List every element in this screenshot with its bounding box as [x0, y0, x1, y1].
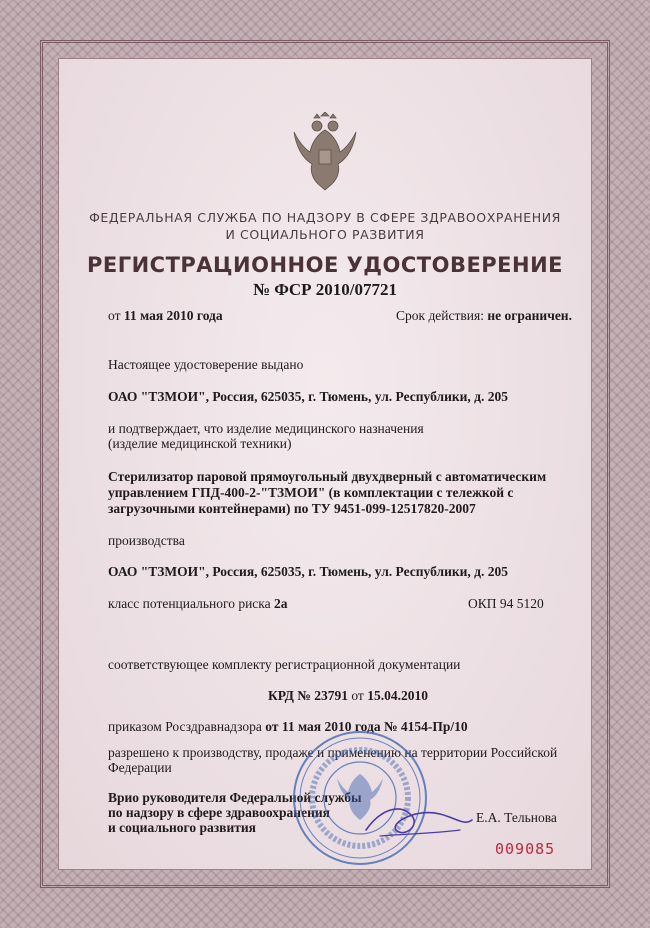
- manufacturer: ОАО "ТЗМОИ", Россия, 625035, г. Тюмень, ул. Республики, д. 205: [108, 564, 509, 579]
- validity: [396, 308, 572, 323]
- production-label: производства: [108, 533, 185, 548]
- krd-date: 15.04.2010: [367, 688, 428, 703]
- signatory-line2: по надзору в сфере здравоохранения: [108, 805, 330, 820]
- holder: ОАО "ТЗМОИ", Россия, 625035, г. Тюмень, ул. Республики, д. 205: [108, 389, 509, 404]
- confirms-line2: (изделие медицинской техники): [108, 436, 292, 451]
- issued-label: Настоящее удостоверение выдано: [108, 357, 304, 372]
- okp-value: 94 5120: [499, 596, 544, 611]
- validity-value: не ограничен.: [487, 308, 572, 323]
- risk-class-label: класс потенциального риска: [108, 596, 275, 611]
- product-line2: управлением ГПД-400-2-"ТЗМОИ" (в комплектации с тележкой с: [108, 485, 514, 500]
- order-value: от 11 мая 2010 года № 4154-Пр/10: [265, 719, 468, 734]
- certificate-title: РЕГИСТРАЦИОННОЕ УДОСТОВЕРЕНИЕ: [86, 253, 564, 277]
- risk-class: [108, 596, 288, 611]
- signer-name: Е.А. Тельнова: [476, 810, 557, 825]
- handwritten-signature-icon: [360, 790, 480, 850]
- krd-number: 23791: [314, 688, 348, 703]
- permitted-line2: Федерации: [108, 760, 172, 775]
- signatory-line1: Врио руководителя Федеральной службы: [108, 790, 362, 805]
- order-prefix: приказом Росздравнадзора: [108, 719, 266, 734]
- okp-label: ОКП: [468, 596, 500, 611]
- krd-mid: от: [347, 688, 368, 703]
- issue-date: [108, 308, 223, 323]
- product-line3: загрузочными контейнерами) по ТУ 9451-099-12517820-2007: [108, 501, 476, 516]
- serial-number: 009085: [495, 840, 556, 858]
- coat-of-arms-eagle-icon: [290, 112, 360, 194]
- okp-code: [468, 596, 544, 611]
- issue-date-prefix: от: [108, 308, 124, 323]
- confirms-line1: и подтверждает, что изделие медицинского назначения: [108, 421, 424, 436]
- signatory-line3: и социального развития: [108, 820, 256, 835]
- krd-reference: [268, 688, 428, 703]
- agency-name-line2: И СОЦИАЛЬНОГО РАЗВИТИЯ: [225, 227, 425, 242]
- risk-class-value: 2а: [274, 596, 288, 611]
- validity-label: Срок действия:: [396, 308, 488, 323]
- krd-prefix: КРД №: [268, 688, 315, 703]
- agency-name-line1: ФЕДЕРАЛЬНАЯ СЛУЖБА ПО НАДЗОРУ В СФЕРЕ ЗДРАВООХРАНЕНИЯ: [89, 210, 561, 225]
- conformity-text: соответствующее комплекту регистрационной документации: [108, 657, 461, 672]
- product-line1: Стерилизатор паровой прямоугольный двухдверный с автоматическим: [108, 469, 547, 484]
- issue-date-value: 11 мая 2010 года: [123, 308, 223, 323]
- certificate-number: № ФСР 2010/07721: [252, 280, 398, 299]
- permitted-line1: разрешено к производству, продаже и применению на территории Российской: [108, 745, 558, 760]
